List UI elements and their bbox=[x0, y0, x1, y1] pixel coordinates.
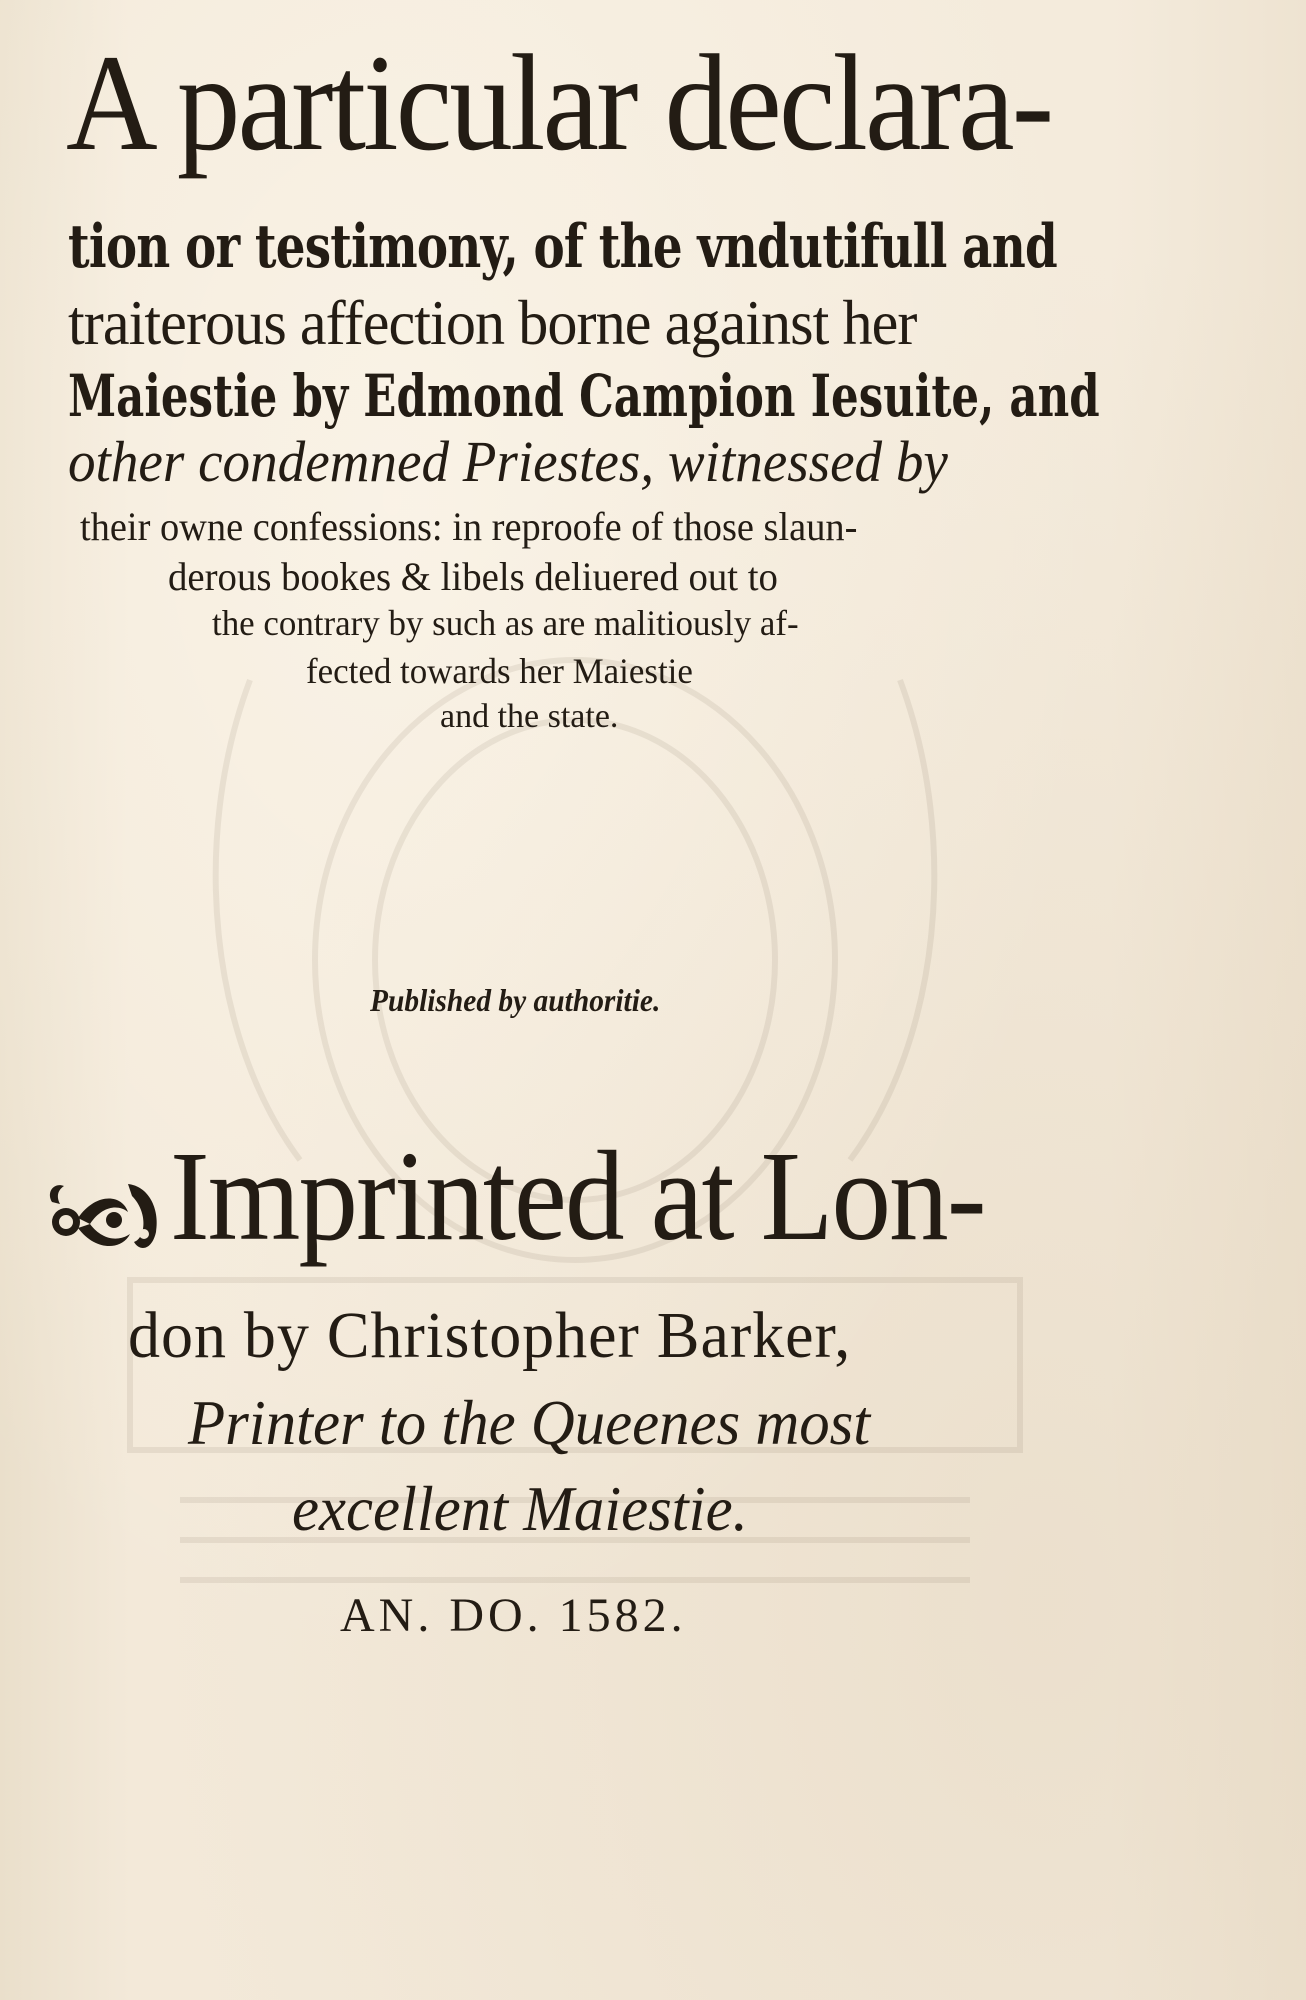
title-line: derous bookes & libels deliuered out to bbox=[168, 554, 778, 599]
published-note: Published by authoritie. bbox=[370, 982, 661, 1018]
title-line: tion or testimony, of the vndutifull and bbox=[68, 212, 1057, 282]
imprint-line: Printer to the Queenes most bbox=[188, 1387, 871, 1458]
imprint-line: Imprinted at Lon- bbox=[170, 1125, 985, 1267]
publication-date: AN. DO. 1582. bbox=[340, 1589, 687, 1642]
imprint-line: excellent Maiestie. bbox=[292, 1473, 748, 1544]
title-line: traiterous affection borne against her bbox=[68, 287, 917, 358]
title-line: A particular declara- bbox=[66, 26, 1052, 179]
title-line: Maiestie by Edmond Campion Iesuite, and bbox=[68, 362, 1100, 430]
title-line: other condemned Priestes, witnessed by bbox=[68, 429, 948, 494]
title-line: the contrary by such as are malitiously af- bbox=[212, 603, 799, 643]
title-line: and the state. bbox=[440, 698, 619, 735]
fleuron-icon bbox=[44, 1172, 168, 1256]
title-line: fected towards her Maiestie bbox=[306, 651, 693, 691]
title-line: their owne confessions: in reproofe of those slaun- bbox=[80, 504, 858, 549]
imprint-line: don by Christopher Barker, bbox=[128, 1299, 852, 1372]
